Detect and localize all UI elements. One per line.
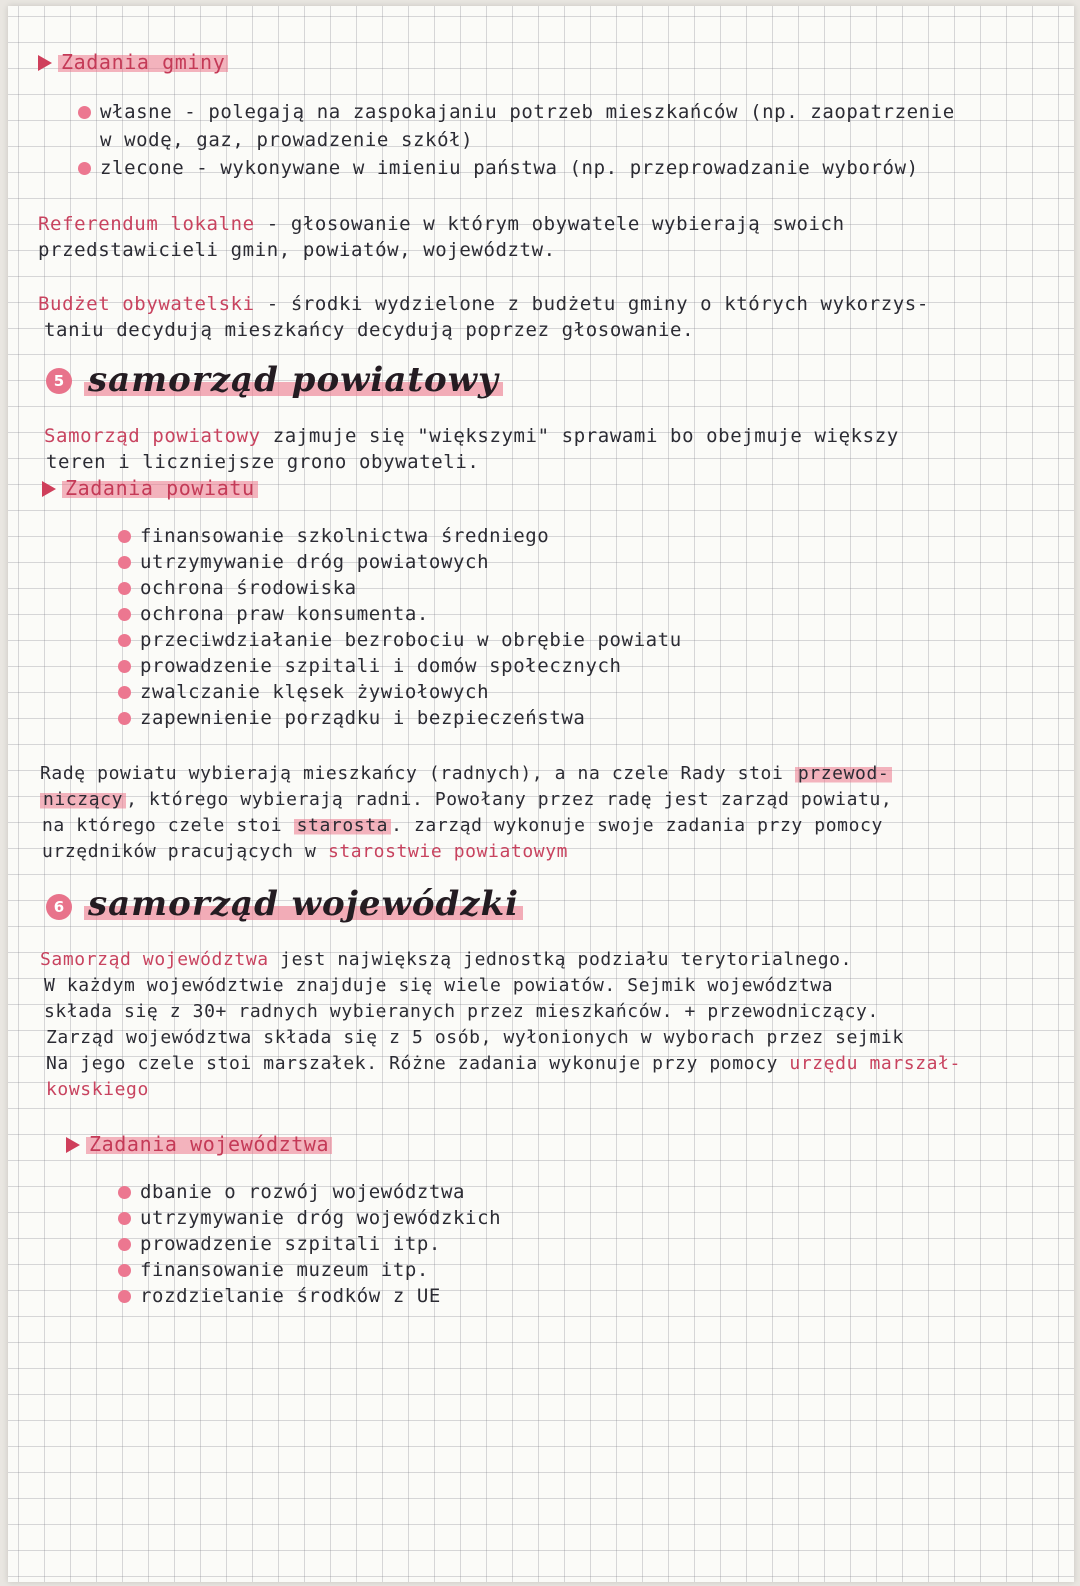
arrow-icon: [66, 1137, 80, 1153]
powiat-intro-line2: teren i liczniejsze grono obywateli.: [46, 451, 480, 473]
section-number-badge: 5: [46, 368, 72, 394]
woj-intro-line1: Samorząd województwa jest największą jednostką podziału terytorialnego.: [40, 949, 853, 970]
starostwo-term: starostwie powiatowym: [327, 841, 569, 862]
highlight-starosta: starosta: [294, 815, 392, 836]
bullet-icon: [118, 1238, 131, 1251]
woj-task: prowadzenie szpitali itp.: [140, 1233, 441, 1255]
bullet-icon: [118, 1186, 131, 1199]
section-number-badge: 6: [46, 894, 72, 920]
bullet-icon: [118, 634, 131, 647]
bullet-icon: [78, 162, 91, 175]
budget-line1: Budżet obywatelski - środki wydzielone z budżetu gminy o których wykorzys-: [38, 293, 929, 315]
woj-line2: W każdym województwie znajduje się wiele powiatów. Sejmik województwa: [44, 975, 834, 996]
powiat-tasks-heading: Zadania powiatu: [42, 476, 258, 500]
arrow-icon: [38, 55, 52, 71]
budget-line2: taniu decydują mieszkańcy decydują poprzez głosowanie.: [44, 319, 695, 341]
powiat-council-line2: niczący , którego wybierają radni. Powołany przez radę jest zarząd powiatu,: [40, 788, 892, 812]
gmina-task-commissioned: zlecone - wykonywane w imieniu państwa (np. przeprowadzanie wyborów): [100, 157, 919, 179]
powiat-task: ochrona środowiska: [140, 577, 357, 599]
gmina-tasks-heading: Zadania gminy: [38, 50, 228, 74]
referendum-term: Referendum lokalne: [38, 213, 255, 235]
powiat-council-line3: na którego czele stoi starosta . zarząd wykonuje swoje zadania przy pomocy: [42, 815, 883, 836]
woj-line6: kowskiego: [46, 1079, 149, 1100]
bullet-icon: [118, 556, 131, 569]
woj-line5: Na jego czele stoi marszałek. Różne zadania wykonuje przy pomocy urzędu marszał-: [46, 1053, 961, 1074]
powiat-task: finansowanie szkolnictwa średniego: [140, 525, 550, 547]
woj-intro-term: Samorząd województwa: [40, 949, 269, 970]
notebook-page: [8, 6, 1074, 1582]
budget-term: Budżet obywatelski: [38, 293, 255, 315]
bullet-icon: [118, 1290, 131, 1303]
highlight-przewodniczacy: przewod-: [795, 763, 893, 784]
gmina-task-own-line2: w wodę, gaz, prowadzenie szkół): [100, 129, 474, 151]
referendum-line2: przedstawicieli gmin, powiatów, województw.: [38, 239, 556, 261]
powiat-council-line4: urzędników pracujących w starostwie powiatowym: [42, 841, 569, 862]
powiat-council-line1: Radę powiatu wybierają mieszkańcy (radnych), a na czele Rady stoi przewod-: [40, 762, 892, 786]
powiat-task: przeciwdziałanie bezrobociu w obrębie powiatu: [140, 629, 682, 651]
bullet-icon: [118, 1264, 131, 1277]
section-title-wojewodztwo: samorząd wojewódzki: [84, 884, 523, 924]
woj-task: rozdzielanie środków z UE: [140, 1285, 441, 1307]
gmina-task-own-line1: własne - polegają na zaspokajaniu potrzeb mieszkańców (np. zaopatrzenie: [100, 101, 955, 123]
bullet-icon: [118, 712, 131, 725]
bullet-icon: [118, 1212, 131, 1225]
powiat-intro-term: Samorząd powiatowy: [44, 425, 261, 447]
arrow-icon: [42, 481, 56, 497]
powiat-task: ochrona praw konsumenta.: [140, 603, 429, 625]
bullet-icon: [118, 582, 131, 595]
bullet-icon: [118, 608, 131, 621]
bullet-icon: [118, 686, 131, 699]
powiat-task: zapewnienie porządku i bezpieczeństwa: [140, 707, 586, 729]
powiat-task: zwalczanie klęsek żywiołowych: [140, 681, 490, 703]
referendum-line1: Referendum lokalne - głosowanie w którym obywatele wybierają swoich: [38, 213, 845, 235]
woj-tasks-heading: Zadania województwa: [66, 1132, 332, 1156]
powiat-task: utrzymywanie dróg powiatowych: [140, 551, 490, 573]
woj-task: dbanie o rozwój województwa: [140, 1181, 466, 1203]
bullet-icon: [118, 530, 131, 543]
section-title-powiat: samorząd powiatowy: [84, 360, 503, 400]
urzad-term: urzędu marszał-: [789, 1053, 961, 1074]
woj-task: utrzymywanie dróg wojewódzkich: [140, 1207, 502, 1229]
powiat-intro-line1: Samorząd powiatowy zajmuje się "większymi" sprawami bo obejmuje większy: [44, 425, 899, 447]
bullet-icon: [118, 660, 131, 673]
powiat-task: prowadzenie szpitali i domów społecznych: [140, 655, 622, 677]
woj-task: finansowanie muzeum itp.: [140, 1259, 429, 1281]
bullet-icon: [78, 106, 91, 119]
woj-line4: Zarząd województwa składa się z 5 osób, wyłonionych w wyborach przez sejmik: [46, 1027, 904, 1048]
woj-line3: składa się z 30+ radnych wybieranych przez mieszkańców. + przewodniczący.: [44, 1001, 879, 1022]
